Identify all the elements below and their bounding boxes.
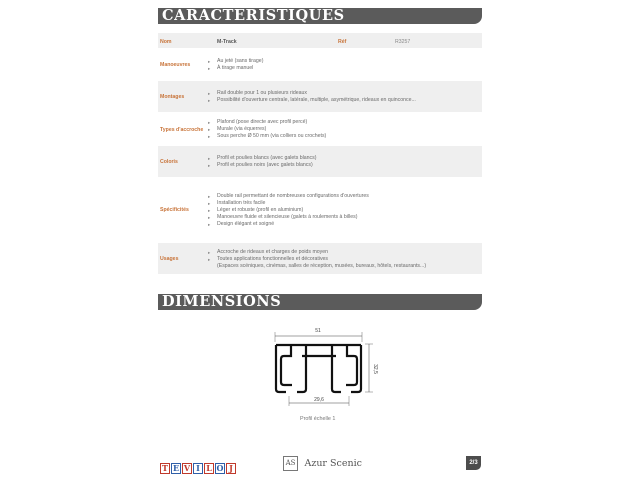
row-items	[217, 119, 326, 140]
name-value: M-Track	[217, 39, 237, 45]
row-label: Types d'accroche	[160, 127, 204, 133]
list-item: (Espaces scéniques, cinémas, salles de réception, musées, bureaux, hôtels, restaurants...)	[217, 263, 427, 269]
row-label: Coloris	[160, 159, 178, 165]
name-label: Nom	[160, 39, 172, 45]
logo-letter: L	[204, 463, 214, 474]
rail-profile	[276, 345, 361, 392]
row-label: Montages	[160, 94, 185, 100]
dimensions-banner	[158, 294, 482, 310]
list-item: ▸ Installation très facile	[217, 200, 369, 207]
profile-caption: Profil échelle 1	[300, 416, 336, 422]
list-item: ▸ Murale (via équerres)	[217, 126, 326, 133]
list-item: ▸ Design élégant et soigné	[217, 221, 369, 228]
row-items	[217, 90, 416, 104]
azur-text: Azur Scenic	[304, 458, 362, 470]
teviloj-logo	[160, 458, 237, 476]
row-items	[217, 193, 369, 228]
row-specificites	[158, 179, 482, 241]
logo-letter: O	[216, 463, 224, 473]
row-items	[217, 58, 263, 72]
row-montages	[158, 81, 482, 112]
logo-letter: V	[183, 463, 191, 473]
row-usages	[158, 243, 482, 274]
row-label: Spécificités	[160, 207, 189, 213]
logo-letter: E	[172, 463, 180, 473]
row-items	[217, 155, 316, 169]
characteristics-title: CARACTÉRISTIQUES	[162, 7, 345, 24]
row-items	[217, 249, 426, 270]
azur-scenic-logo	[283, 455, 362, 471]
dimensions-title: DIMENSIONS	[162, 293, 282, 310]
list-item: ▸ Au jeté (sans tirage)	[217, 58, 263, 65]
list-item: ▸ Léger et robuste (profil en aluminium)	[217, 207, 369, 214]
ref-value: R3257	[395, 39, 411, 45]
azur-mark: AS	[283, 456, 298, 471]
inner-label: 29,6	[314, 397, 324, 403]
row-coloris	[158, 146, 482, 177]
list-item: ▸ Sous perche Ø 50 mm (via colliers ou crochets)	[217, 133, 326, 140]
row-types-accroche	[158, 114, 482, 145]
page-number: 2/3	[466, 456, 481, 470]
logo-letter: T	[160, 463, 170, 474]
list-item: ▸ Toutes applications fonctionnelles et décoratives	[217, 256, 426, 263]
row-label: Usages	[160, 256, 179, 262]
characteristics-banner	[158, 8, 482, 24]
profile-drawing	[262, 322, 384, 414]
list-item: ▸ Double rail permettant de nombreuses configurations d'ouvertures	[217, 193, 369, 200]
list-item: ▸ Possibilité d'ouverture centrale, latérale, multiple, asymétrique, rideaux en quinconce...	[217, 97, 416, 104]
list-item: ▸ Plafond (pose directe avec profil percé)	[217, 119, 326, 126]
list-item: ▸ À tirage manuel	[217, 65, 263, 72]
list-item: ▸ Profil et poulies noirs (avec galets blancs)	[217, 162, 316, 169]
logo-letter: I	[193, 463, 203, 474]
list-item: ▸ Accroche de rideaux et charges de poids moyen	[217, 249, 426, 256]
list-item: ▸ Profil et poulies blancs (avec galets blancs)	[217, 155, 316, 162]
table-header-row	[158, 33, 482, 48]
logo-letter: J	[226, 463, 236, 474]
height-label: 32,5	[372, 364, 378, 374]
list-item: ▸ Rail double pour 1 ou plusieurs rideaux	[217, 90, 416, 97]
row-manoeuvres	[158, 50, 482, 79]
ref-label: Réf	[338, 39, 347, 45]
row-label: Manoeuvres	[160, 62, 191, 68]
list-item: ▸ Manoeuvre fluide et silencieuse (galets à roulements à billes)	[217, 214, 369, 221]
width-label: 51	[315, 328, 321, 334]
